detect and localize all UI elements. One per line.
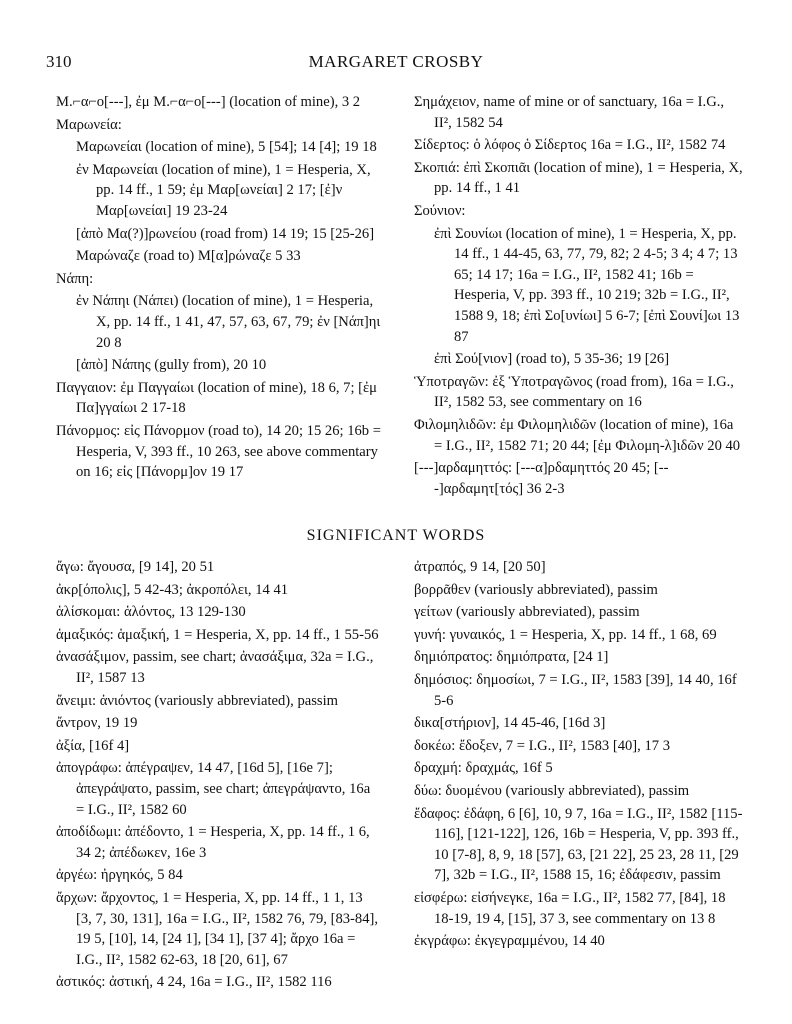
index-entry: εἰσφέρω: εἰσήνεγκε, 16a = I.G., II², 1582 77, [84], 18 18-19, 19 4, [15], 37 3, see commentary on 13 8 <box>414 889 726 927</box>
index-entry: δικα[στήριον], 14 45-46, [16d 3] <box>414 715 606 732</box>
index-entry: Παγγαιον: ἐμ Παγγαίωι (location of mine), 18 6, 7; [ἐμ Πα]γγαίωι 2 17-18 <box>56 379 377 417</box>
index-entry: Νάπη: <box>56 270 94 287</box>
index-entry: ἐπὶ Σού[νιον] (road to), 5 35-36; 19 [26] <box>434 351 670 368</box>
index-entry: ἀποδίδωμι: ἀπέδοντο, 1 = Hesperia, X, pp. 14 ff., 1 6, 34 2; ἀπέδωκεν, 16e 3 <box>56 824 370 861</box>
index-entry: Ὑποτραγῶν: ἐξ Ὑποτραγῶνος (road from), 16a = I.G., II², 1582 53, see commentary on 16 <box>414 373 734 411</box>
index-entry: Πάνορμος: εἰς Πάνορμον (road to), 14 20; 15 26; 16b = Hesperia, V, 393 ff., 10 263, see above commentary on 16; εἰς [Πάνορμ]ον 19 17 <box>56 422 381 481</box>
index-entry: Μαρώναζε (road to) Μ[α]ρώναζε 5 33 <box>76 248 301 265</box>
index-entry: Μαρωνεία: <box>56 116 122 133</box>
index-entry: ἐν Νάπηι (Νάπει) (location of mine), 1 = Hesperia, X, pp. 14 ff., 1 41, 47, 57, 63, 67, 79; ἐν [Νάπ]ηι 20 8 <box>76 293 381 351</box>
index-entry: ἐκγράφω: ἐκγεγραμμένου, 14 40 <box>414 933 605 950</box>
section-title: SIGNIFICANT WORDS <box>306 527 486 544</box>
index-entry: ἀκρ[όπολις], 5 42-43; ἀκροπόλει, 14 41 <box>56 581 289 598</box>
index-entry: γείτων (variously abbreviated), passim <box>414 604 640 621</box>
index-entry: Μ.⌐α⌐ο[---], ἐμ Μ.⌐α⌐ο[---] (location of mine), 3 2 <box>56 94 361 110</box>
index-entry: ἐν Μαρωνείαι (location of mine), 1 = Hesperia, X, pp. 14 ff., 1 59; ἐμ Μαρ[ωνείαι] 2 17; [ἐ]ν Μαρ[ωνείαι] 19 23-24 <box>76 161 371 219</box>
index-column-top-right <box>414 92 744 501</box>
index-entry: βορρᾶθεν (variously abbreviated), passim <box>414 581 658 598</box>
index-entry: ἐπὶ Σουνίωι (location of mine), 1 = Hesperia, X, pp. 14 ff., 1 44-45, 63, 77, 79, 82; 2 4-5; 3 4; 4 7; 13 65; 14 17; 16a = I.G., II², 1582 41; 16b = Hesperia, V, pp. 393 ff., 10 219; 32b = I.G., II², 1588 9, 18; ἐπὶ Σο[υνίωι] 5 6-7; [ἐπὶ Σουνί]ωι 13 87 <box>434 225 740 345</box>
index-entry: ἀνασάξιμον, passim, see chart; ἀνασάξιμα, 32a = I.G., II², 1587 13 <box>56 649 374 686</box>
index-entry: Σημάχειον, name of mine or of sanctuary, 16a = I.G., II², 1582 54 <box>414 94 725 131</box>
index-entry: [---]αρδαμηττός: [---α]ρδαμηττός 20 45; [---]αρδαμητ[τός] 36 2-3 <box>414 460 669 497</box>
index-entry: γυνή: γυναικός, 1 = Hesperia, X, pp. 14 ff., 1 68, 69 <box>414 626 717 643</box>
index-entry: δύω: δυομένου (variously abbreviated), passim <box>414 782 690 799</box>
index-entry: ἀξία, [16f 4] <box>56 737 130 754</box>
index-entry: ἀπογράφω: ἀπέγραψεν, 14 47, [16d 5], [16e 7]; ἀπεγράψατο, passim, see chart; ἀπεγράψαντο, 16a = I.G., II², 1582 60 <box>56 760 371 818</box>
index-entry: ἀστικός: ἀστική, 4 24, 16a = I.G., II², 1582 116 <box>56 974 332 991</box>
index-entry: ἁμαξικός: ἁμαξική, 1 = Hesperia, X, pp. 14 ff., 1 55-56 <box>56 626 379 643</box>
index-entry: ἀργέω: ἠργηκός, 5 84 <box>56 867 183 884</box>
index-entry: ἄνειμι: ἀνιόντος (variously abbreviated), passim <box>56 692 338 709</box>
index-entry: Σίδερτος: ὁ λόφος ὁ Σίδερτος 16a = I.G., II², 1582 74 <box>414 137 726 154</box>
index-column-top-left <box>56 92 382 485</box>
index-entry: δημιόπρατος: δημιόπρατα, [24 1] <box>414 649 609 666</box>
index-entry: Μαρωνείαι (location of mine), 5 [54]; 14 [4]; 19 18 <box>76 139 377 156</box>
index-entry: Σκοπιά: ἐπὶ Σκοπιᾶι (location of mine), 1 = Hesperia, X, pp. 14 ff., 1 41 <box>414 159 743 197</box>
index-entry: Φιλομηλιδῶν: ἐμ Φιλομηλιδῶν (location of mine), 16a = I.G., II², 1582 71; 20 44; [ἐμ Φιλομη-λ]ιδῶν 20 40 <box>414 416 741 454</box>
page-header <box>46 52 746 76</box>
index-entry: ἁλίσκομαι: ἁλόντος, 13 129-130 <box>56 604 246 621</box>
index-column-bottom-right <box>414 557 744 954</box>
index-entry: ἀτραπός, 9 14, [20 50] <box>414 559 546 575</box>
index-entry: ἄντρον, 19 19 <box>56 715 138 732</box>
index-column-bottom-left <box>56 557 382 995</box>
index-entry: [ἀπὸ] Νάπης (gully from), 20 10 <box>76 357 267 374</box>
index-entry: δοκέω: ἔδοξεν, 7 = I.G., II², 1583 [40], 17 3 <box>414 737 670 754</box>
index-entry: δημόσιος: δημοσίωι, 7 = I.G., II², 1583 [39], 14 40, 16f 5-6 <box>414 671 737 709</box>
page-number: 310 <box>46 52 72 71</box>
index-entry: δραχμή: δραχμάς, 16f 5 <box>414 760 553 777</box>
index-entry: ἄγω: ἄγουσα, [9 14], 20 51 <box>56 559 215 575</box>
index-entry: [ἀπὸ Μα(?)]ρωνείου (road from) 14 19; 15 [25-26] <box>76 225 375 242</box>
index-entry: ἄρχων: ἄρχοντος, 1 = Hesperia, X, pp. 14 ff., 1 1, 13 [3, 7, 30, 131], 16a = I.G., II², 1582 76, 79, [83-84], 19 5, [10], 14, [24 1], [34 1], [37 4]; ἄρχο 16a = I.G., II², 1582 62-63, 18 [20, 61], 67 <box>56 889 379 968</box>
running-head: MARGARET CROSBY <box>308 52 484 71</box>
index-entry: Σούνιον: <box>414 202 466 219</box>
index-entry: ἔδαφος: ἐδάφη, 6 [6], 10, 9 7, 16a = I.G., II², 1582 [115-116], [121-122], 126, 16b = Hesperia, V, pp. 393 ff., 10 [7-8], 8, 9, 18 [57], 63, [21 22], 25 23, 28 11, [29 7], 32b = I.G., II², 1588 15, 16; ἐδάφεσιν, passim <box>414 805 743 884</box>
